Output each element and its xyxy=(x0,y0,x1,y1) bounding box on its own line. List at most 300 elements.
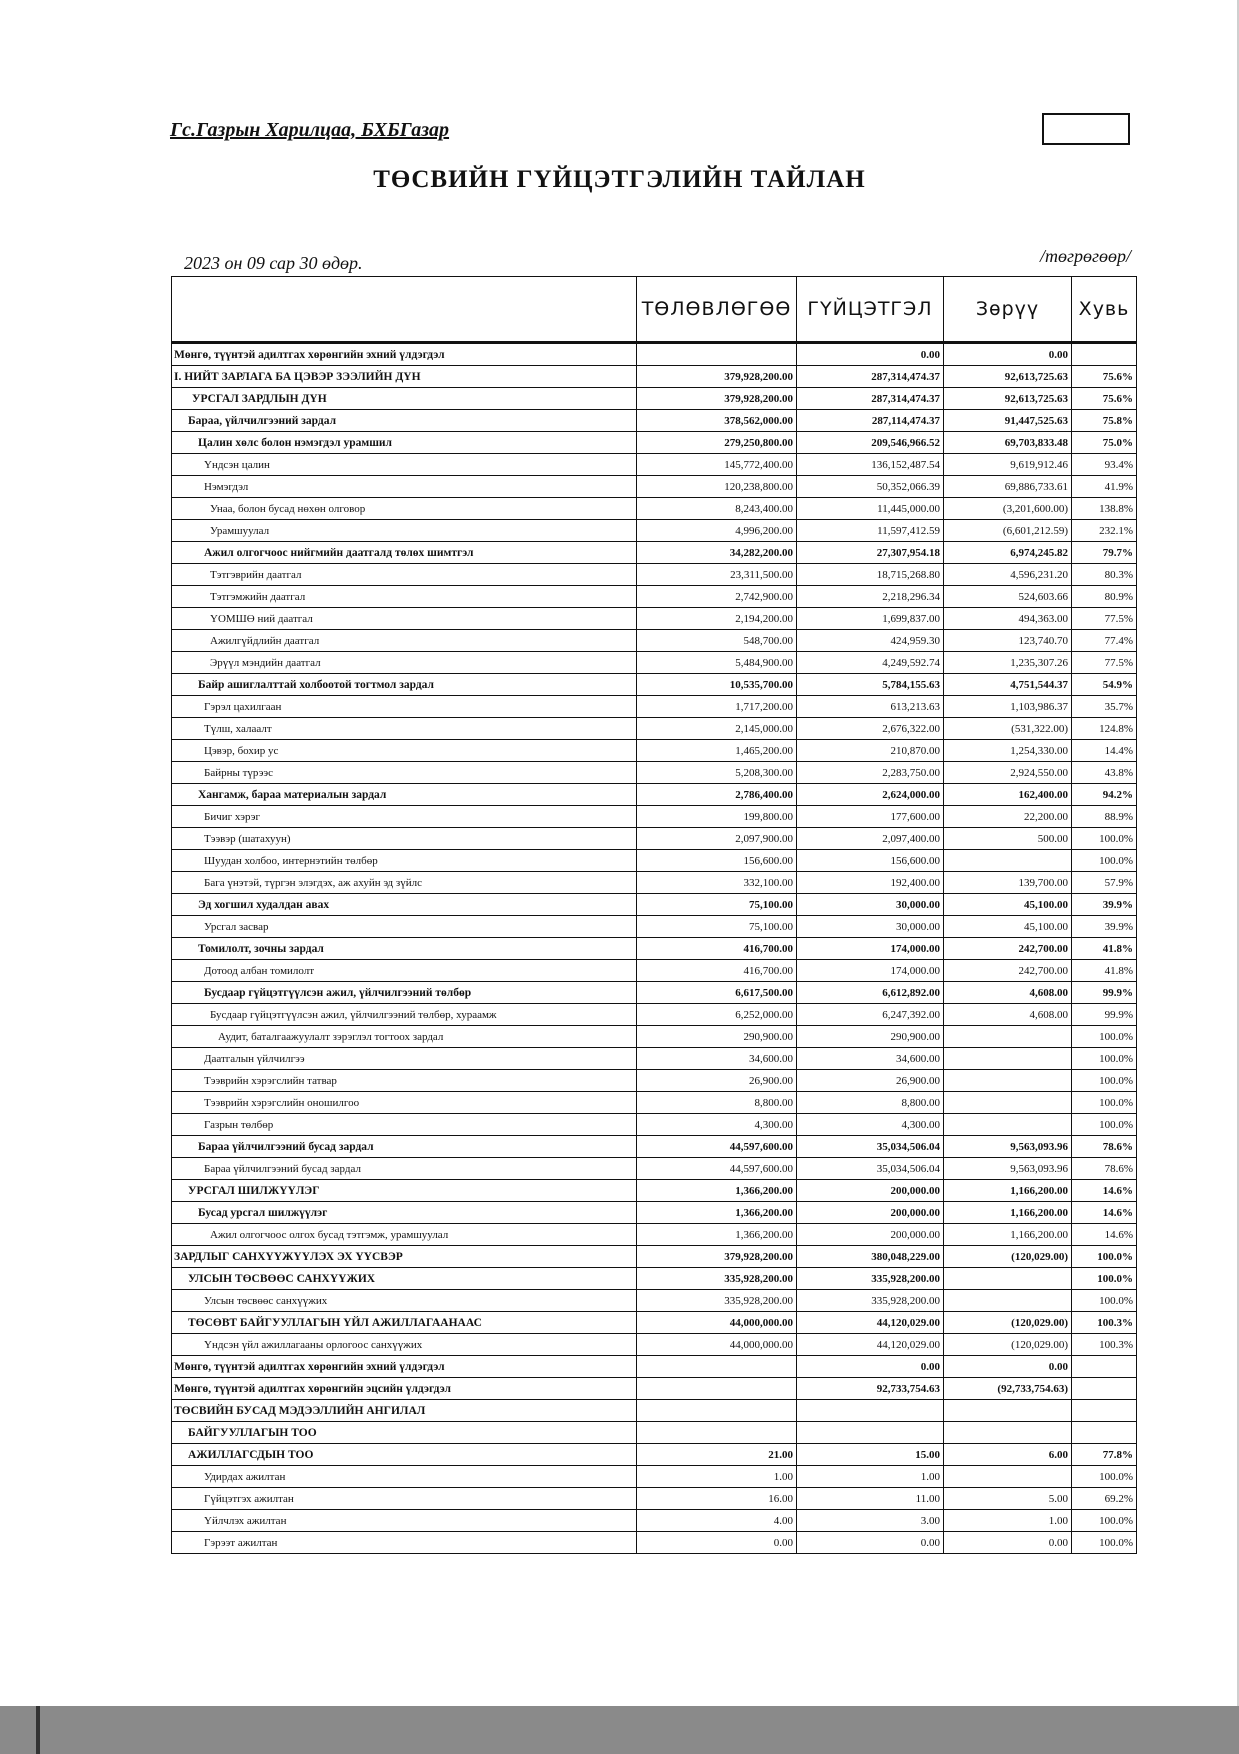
row-plan: 6,617,500.00 xyxy=(637,982,797,1004)
row-plan: 5,208,300.00 xyxy=(637,762,797,784)
row-diff: (120,029.00) xyxy=(944,1334,1072,1356)
row-diff: 242,700.00 xyxy=(944,960,1072,982)
row-percent: 99.9% xyxy=(1072,1004,1137,1026)
row-percent: 75.6% xyxy=(1072,366,1137,388)
row-percent: 100.3% xyxy=(1072,1334,1137,1356)
row-plan: 4,300.00 xyxy=(637,1114,797,1136)
table-row xyxy=(172,520,1137,542)
table-row xyxy=(172,916,1137,938)
table-row xyxy=(172,1400,1137,1422)
row-percent: 77.5% xyxy=(1072,652,1137,674)
row-plan: 0.00 xyxy=(637,1532,797,1554)
row-actual: 2,218,296.34 xyxy=(797,586,944,608)
row-label: Байр ашиглалттай холбоотой тогтмол зардал xyxy=(172,674,637,696)
row-label: Гэрээт ажилтан xyxy=(172,1532,637,1554)
row-actual: 26,900.00 xyxy=(797,1070,944,1092)
table-row xyxy=(172,388,1137,410)
table-row xyxy=(172,652,1137,674)
row-percent: 124.8% xyxy=(1072,718,1137,740)
row-percent: 100.0% xyxy=(1072,1070,1137,1092)
row-diff: 1.00 xyxy=(944,1510,1072,1532)
row-label: УРСГАЛ ЗАРДЛЫН ДҮН xyxy=(172,388,637,410)
row-plan: 4.00 xyxy=(637,1510,797,1532)
row-label: Эд хогшил худалдан авах xyxy=(172,894,637,916)
row-diff: 494,363.00 xyxy=(944,608,1072,630)
row-plan xyxy=(637,343,797,366)
row-percent xyxy=(1072,343,1137,366)
row-plan: 1,366,200.00 xyxy=(637,1180,797,1202)
row-plan: 335,928,200.00 xyxy=(637,1268,797,1290)
row-label: Үйлчлэх ажилтан xyxy=(172,1510,637,1532)
row-plan: 332,100.00 xyxy=(637,872,797,894)
row-plan: 335,928,200.00 xyxy=(637,1290,797,1312)
table-row xyxy=(172,1070,1137,1092)
row-plan xyxy=(637,1378,797,1400)
table-row xyxy=(172,498,1137,520)
row-percent: 100.0% xyxy=(1072,1026,1137,1048)
row-percent: 80.3% xyxy=(1072,564,1137,586)
row-plan: 1,366,200.00 xyxy=(637,1202,797,1224)
table-row xyxy=(172,982,1137,1004)
row-percent: 77.4% xyxy=(1072,630,1137,652)
row-percent: 88.9% xyxy=(1072,806,1137,828)
row-label: Тээврийн хэрэгслийн оношилгоо xyxy=(172,1092,637,1114)
row-actual: 2,283,750.00 xyxy=(797,762,944,784)
row-diff: 524,603.66 xyxy=(944,586,1072,608)
row-plan: 21.00 xyxy=(637,1444,797,1466)
table-row xyxy=(172,1356,1137,1378)
table-row xyxy=(172,564,1137,586)
table-row xyxy=(172,1268,1137,1290)
row-diff xyxy=(944,1026,1072,1048)
row-actual: 2,097,400.00 xyxy=(797,828,944,850)
row-actual: 287,114,474.37 xyxy=(797,410,944,432)
table-row xyxy=(172,1092,1137,1114)
row-label: Мөнгө, түүнтэй адилтгах хөрөнгийн эхний үлдэгдэл xyxy=(172,1356,637,1378)
row-plan xyxy=(637,1422,797,1444)
row-label: Цалин хөлс болон нэмэгдэл урамшил xyxy=(172,432,637,454)
row-label: Бага үнэтэй, түргэн элэгдэх, аж ахуйн эд зүйлс xyxy=(172,872,637,894)
row-plan: 1,465,200.00 xyxy=(637,740,797,762)
table-row xyxy=(172,1488,1137,1510)
table-row xyxy=(172,1004,1137,1026)
row-actual: 6,612,892.00 xyxy=(797,982,944,1004)
row-diff: 1,166,200.00 xyxy=(944,1224,1072,1246)
table-row xyxy=(172,1334,1137,1356)
currency-unit: /төгрөгөөр/ xyxy=(1039,246,1131,266)
row-label: Урамшуулал xyxy=(172,520,637,542)
row-label: Удирдах ажилтан xyxy=(172,1466,637,1488)
row-label: Урсгал засвар xyxy=(172,916,637,938)
row-plan: 2,145,000.00 xyxy=(637,718,797,740)
table-row xyxy=(172,1290,1137,1312)
row-diff: 6.00 xyxy=(944,1444,1072,1466)
table-row xyxy=(172,1246,1137,1268)
row-percent: 80.9% xyxy=(1072,586,1137,608)
report-title: ТӨСВИЙН ГҮЙЦЭТГЭЛИЙН ТАЙЛАН xyxy=(373,166,866,193)
row-plan: 145,772,400.00 xyxy=(637,454,797,476)
table-row xyxy=(172,542,1137,564)
row-diff: 1,254,330.00 xyxy=(944,740,1072,762)
table-row xyxy=(172,674,1137,696)
row-diff: 91,447,525.63 xyxy=(944,410,1072,432)
row-actual: 200,000.00 xyxy=(797,1224,944,1246)
row-label: Газрын төлбөр xyxy=(172,1114,637,1136)
row-actual: 209,546,966.52 xyxy=(797,432,944,454)
row-plan: 6,252,000.00 xyxy=(637,1004,797,1026)
row-label: Ажилгүйдлийн даатгал xyxy=(172,630,637,652)
row-label: УРСГАЛ ШИЛЖҮҮЛЭГ xyxy=(172,1180,637,1202)
row-actual: 136,152,487.54 xyxy=(797,454,944,476)
budget-table xyxy=(171,276,1137,1554)
row-actual: 0.00 xyxy=(797,343,944,366)
table-row xyxy=(172,1466,1137,1488)
row-plan: 199,800.00 xyxy=(637,806,797,828)
row-label: Улсын төсвөөс санхүүжих xyxy=(172,1290,637,1312)
table-row xyxy=(172,850,1137,872)
row-actual: 34,600.00 xyxy=(797,1048,944,1070)
row-actual: 200,000.00 xyxy=(797,1180,944,1202)
row-actual: 2,624,000.00 xyxy=(797,784,944,806)
row-label: Томилолт, зочны зардал xyxy=(172,938,637,960)
row-plan: 26,900.00 xyxy=(637,1070,797,1092)
row-label: Тэтгэврийн даатгал xyxy=(172,564,637,586)
table-row xyxy=(172,1444,1137,1466)
row-diff xyxy=(944,1048,1072,1070)
row-diff: 0.00 xyxy=(944,1532,1072,1554)
row-diff: 500.00 xyxy=(944,828,1072,850)
row-plan: 44,000,000.00 xyxy=(637,1334,797,1356)
row-actual: 0.00 xyxy=(797,1532,944,1554)
row-actual: 192,400.00 xyxy=(797,872,944,894)
row-percent xyxy=(1072,1356,1137,1378)
row-percent: 100.0% xyxy=(1072,1466,1137,1488)
row-plan: 2,097,900.00 xyxy=(637,828,797,850)
row-label: Бусдаар гүйцэтгүүлсэн ажил, үйлчилгээний төлбөр, хураамж xyxy=(172,1004,637,1026)
row-label: Унаа, болон бусад нөхөн олговор xyxy=(172,498,637,520)
row-label: ҮОМШӨ ний даатгал xyxy=(172,608,637,630)
row-percent: 39.9% xyxy=(1072,894,1137,916)
row-percent: 14.6% xyxy=(1072,1180,1137,1202)
table-row xyxy=(172,586,1137,608)
table-row xyxy=(172,1224,1137,1246)
table-row xyxy=(172,960,1137,982)
row-plan: 279,250,800.00 xyxy=(637,432,797,454)
row-label: БАЙГУУЛЛАГЫН ТОО xyxy=(172,1422,637,1444)
row-label: Бараа, үйлчилгээний зардал xyxy=(172,410,637,432)
row-actual: 335,928,200.00 xyxy=(797,1268,944,1290)
table-row xyxy=(172,608,1137,630)
row-percent: 138.8% xyxy=(1072,498,1137,520)
row-actual: 18,715,268.80 xyxy=(797,564,944,586)
row-percent: 43.8% xyxy=(1072,762,1137,784)
row-label: Бусад урсгал шилжүүлэг xyxy=(172,1202,637,1224)
row-diff: 0.00 xyxy=(944,1356,1072,1378)
row-percent: 100.0% xyxy=(1072,1532,1137,1554)
row-percent: 77.8% xyxy=(1072,1444,1137,1466)
row-actual: 335,928,200.00 xyxy=(797,1290,944,1312)
row-diff: 139,700.00 xyxy=(944,872,1072,894)
table-row xyxy=(172,1136,1137,1158)
row-label: Эрүүл мэндийн даатгал xyxy=(172,652,637,674)
row-diff: 9,563,093.96 xyxy=(944,1136,1072,1158)
row-actual: 290,900.00 xyxy=(797,1026,944,1048)
row-plan: 416,700.00 xyxy=(637,938,797,960)
row-plan: 1,366,200.00 xyxy=(637,1224,797,1246)
table-row xyxy=(172,1312,1137,1334)
row-percent: 77.5% xyxy=(1072,608,1137,630)
row-label: Тэтгэмжийн даатгал xyxy=(172,586,637,608)
row-percent: 100.0% xyxy=(1072,1246,1137,1268)
table-row xyxy=(172,872,1137,894)
row-label: Даатгалын үйлчилгээ xyxy=(172,1048,637,1070)
organization-name: Гс.Газрын Харилцаа, БХБГазар xyxy=(170,119,450,141)
row-label: Дотоод албан томилолт xyxy=(172,960,637,982)
row-plan: 548,700.00 xyxy=(637,630,797,652)
row-diff: (120,029.00) xyxy=(944,1246,1072,1268)
table-header-row xyxy=(172,277,1137,343)
row-actual: 4,300.00 xyxy=(797,1114,944,1136)
row-diff: 45,100.00 xyxy=(944,916,1072,938)
row-plan: 10,535,700.00 xyxy=(637,674,797,696)
row-label: АЖИЛЛАГСДЫН ТОО xyxy=(172,1444,637,1466)
row-diff xyxy=(944,1290,1072,1312)
row-label: Тээвэр (шатахуун) xyxy=(172,828,637,850)
row-actual: 177,600.00 xyxy=(797,806,944,828)
row-percent: 14.4% xyxy=(1072,740,1137,762)
row-percent: 79.7% xyxy=(1072,542,1137,564)
row-plan: 8,243,400.00 xyxy=(637,498,797,520)
row-actual: 30,000.00 xyxy=(797,894,944,916)
table-row xyxy=(172,1114,1137,1136)
row-diff: 1,103,986.37 xyxy=(944,696,1072,718)
row-actual: 11,597,412.59 xyxy=(797,520,944,542)
row-percent: 39.9% xyxy=(1072,916,1137,938)
row-percent: 14.6% xyxy=(1072,1202,1137,1224)
row-actual: 424,959.30 xyxy=(797,630,944,652)
row-diff: 6,974,245.82 xyxy=(944,542,1072,564)
row-actual: 11.00 xyxy=(797,1488,944,1510)
row-diff: 69,703,833.48 xyxy=(944,432,1072,454)
row-actual: 11,445,000.00 xyxy=(797,498,944,520)
row-actual: 3.00 xyxy=(797,1510,944,1532)
table-row xyxy=(172,784,1137,806)
row-label: Бараа үйлчилгээний бусад зардал xyxy=(172,1158,637,1180)
row-actual: 200,000.00 xyxy=(797,1202,944,1224)
row-label: Шуудан холбоо, интернэтийн төлбөр xyxy=(172,850,637,872)
row-percent: 100.0% xyxy=(1072,850,1137,872)
row-actual: 156,600.00 xyxy=(797,850,944,872)
table-row xyxy=(172,1378,1137,1400)
row-plan xyxy=(637,1356,797,1378)
report-date: 2023 он 09 сар 30 өдөр. xyxy=(184,253,363,273)
row-label: Нэмэгдэл xyxy=(172,476,637,498)
row-diff: 92,613,725.63 xyxy=(944,388,1072,410)
row-diff: 9,563,093.96 xyxy=(944,1158,1072,1180)
table-row xyxy=(172,762,1137,784)
row-percent: 41.8% xyxy=(1072,938,1137,960)
row-diff: (120,029.00) xyxy=(944,1312,1072,1334)
table-row xyxy=(172,343,1137,366)
row-diff: 92,613,725.63 xyxy=(944,366,1072,388)
row-plan: 1.00 xyxy=(637,1466,797,1488)
row-actual: 27,307,954.18 xyxy=(797,542,944,564)
row-actual: 4,249,592.74 xyxy=(797,652,944,674)
row-diff xyxy=(944,1114,1072,1136)
row-diff: 162,400.00 xyxy=(944,784,1072,806)
row-percent xyxy=(1072,1378,1137,1400)
row-percent: 232.1% xyxy=(1072,520,1137,542)
col-header-label xyxy=(172,277,637,343)
row-actual: 15.00 xyxy=(797,1444,944,1466)
row-percent: 78.6% xyxy=(1072,1158,1137,1180)
row-plan: 23,311,500.00 xyxy=(637,564,797,586)
row-percent: 69.2% xyxy=(1072,1488,1137,1510)
row-actual: 380,048,229.00 xyxy=(797,1246,944,1268)
row-actual: 1.00 xyxy=(797,1466,944,1488)
row-diff: 123,740.70 xyxy=(944,630,1072,652)
table-row xyxy=(172,740,1137,762)
row-percent: 35.7% xyxy=(1072,696,1137,718)
row-plan: 1,717,200.00 xyxy=(637,696,797,718)
table-row xyxy=(172,828,1137,850)
row-label: Бичиг хэрэг xyxy=(172,806,637,828)
row-actual: 44,120,029.00 xyxy=(797,1334,944,1356)
row-plan: 120,238,800.00 xyxy=(637,476,797,498)
row-diff xyxy=(944,1466,1072,1488)
row-label: Цэвэр, бохир ус xyxy=(172,740,637,762)
table-row xyxy=(172,1026,1137,1048)
row-plan: 44,000,000.00 xyxy=(637,1312,797,1334)
row-diff: (92,733,754.63) xyxy=(944,1378,1072,1400)
table-row xyxy=(172,806,1137,828)
row-diff: 0.00 xyxy=(944,343,1072,366)
row-percent: 99.9% xyxy=(1072,982,1137,1004)
row-plan xyxy=(637,1400,797,1422)
row-percent: 14.6% xyxy=(1072,1224,1137,1246)
table-row xyxy=(172,366,1137,388)
row-diff: 45,100.00 xyxy=(944,894,1072,916)
row-plan: 5,484,900.00 xyxy=(637,652,797,674)
row-diff: 4,751,544.37 xyxy=(944,674,1072,696)
row-diff: 1,166,200.00 xyxy=(944,1180,1072,1202)
row-actual: 6,247,392.00 xyxy=(797,1004,944,1026)
row-plan: 75,100.00 xyxy=(637,916,797,938)
row-diff: 1,235,307.26 xyxy=(944,652,1072,674)
row-actual: 8,800.00 xyxy=(797,1092,944,1114)
row-label: Гэрэл цахилгаан xyxy=(172,696,637,718)
row-percent: 100.0% xyxy=(1072,1268,1137,1290)
row-diff: 4,608.00 xyxy=(944,1004,1072,1026)
row-percent: 75.6% xyxy=(1072,388,1137,410)
col-header-plan: ТӨЛӨВЛӨГӨӨ xyxy=(637,277,797,343)
row-percent: 41.8% xyxy=(1072,960,1137,982)
row-diff xyxy=(944,1268,1072,1290)
table-row xyxy=(172,410,1137,432)
table-row xyxy=(172,432,1137,454)
row-plan: 75,100.00 xyxy=(637,894,797,916)
row-diff: 5.00 xyxy=(944,1488,1072,1510)
row-percent xyxy=(1072,1422,1137,1444)
table-row xyxy=(172,1510,1137,1532)
row-diff xyxy=(944,850,1072,872)
row-label: УЛСЫН ТӨСВӨӨС САНХҮҮЖИХ xyxy=(172,1268,637,1290)
row-plan: 416,700.00 xyxy=(637,960,797,982)
row-plan: 44,597,600.00 xyxy=(637,1136,797,1158)
row-actual: 50,352,066.39 xyxy=(797,476,944,498)
row-actual: 1,699,837.00 xyxy=(797,608,944,630)
row-diff xyxy=(944,1422,1072,1444)
table-row xyxy=(172,1532,1137,1554)
row-plan: 379,928,200.00 xyxy=(637,1246,797,1268)
row-label: Бусдаар гүйцэтгүүлсэн ажил, үйлчилгээний төлбөр xyxy=(172,982,637,1004)
row-plan: 34,600.00 xyxy=(637,1048,797,1070)
row-diff: 22,200.00 xyxy=(944,806,1072,828)
table-row xyxy=(172,1422,1137,1444)
row-plan: 8,800.00 xyxy=(637,1092,797,1114)
row-actual: 287,314,474.37 xyxy=(797,366,944,388)
table-row xyxy=(172,696,1137,718)
table-row xyxy=(172,1048,1137,1070)
row-actual: 5,784,155.63 xyxy=(797,674,944,696)
row-diff: (531,322.00) xyxy=(944,718,1072,740)
row-diff: 242,700.00 xyxy=(944,938,1072,960)
row-actual: 92,733,754.63 xyxy=(797,1378,944,1400)
row-actual: 287,314,474.37 xyxy=(797,388,944,410)
table-row xyxy=(172,454,1137,476)
row-diff: 4,608.00 xyxy=(944,982,1072,1004)
row-plan: 156,600.00 xyxy=(637,850,797,872)
scan-bottom-bar xyxy=(0,1706,1239,1754)
col-header-diff: Зөрүү xyxy=(944,277,1072,343)
row-label: ТӨСВИЙН БУСАД МЭДЭЭЛЛИЙН АНГИЛАЛ xyxy=(172,1400,637,1422)
row-label: Мөнгө, түүнтэй адилтгах хөрөнгийн эцсийн үлдэгдэл xyxy=(172,1378,637,1400)
table-row xyxy=(172,1180,1137,1202)
row-diff xyxy=(944,1400,1072,1422)
row-actual: 0.00 xyxy=(797,1356,944,1378)
row-percent: 100.0% xyxy=(1072,1510,1137,1532)
row-actual xyxy=(797,1400,944,1422)
row-percent: 54.9% xyxy=(1072,674,1137,696)
row-diff: (3,201,600.00) xyxy=(944,498,1072,520)
table-body xyxy=(172,343,1137,1554)
row-plan: 34,282,200.00 xyxy=(637,542,797,564)
table-row xyxy=(172,476,1137,498)
row-percent xyxy=(1072,1400,1137,1422)
row-label: I. НИЙТ ЗАРЛАГА БА ЦЭВЭР ЗЭЭЛИЙН ДҮН xyxy=(172,366,637,388)
row-actual: 35,034,506.04 xyxy=(797,1136,944,1158)
row-percent: 93.4% xyxy=(1072,454,1137,476)
row-percent: 100.0% xyxy=(1072,828,1137,850)
col-header-percent: Хувь xyxy=(1072,277,1137,343)
table-row xyxy=(172,938,1137,960)
table-row xyxy=(172,630,1137,652)
row-percent: 41.9% xyxy=(1072,476,1137,498)
row-label: Үндсэн цалин xyxy=(172,454,637,476)
row-label: Тээврийн хэрэгслийн татвар xyxy=(172,1070,637,1092)
row-plan: 44,597,600.00 xyxy=(637,1158,797,1180)
row-label: Бараа үйлчилгээний бусад зардал xyxy=(172,1136,637,1158)
row-diff: 69,886,733.61 xyxy=(944,476,1072,498)
row-label: Байрны түрээс xyxy=(172,762,637,784)
row-actual xyxy=(797,1422,944,1444)
row-percent: 100.0% xyxy=(1072,1092,1137,1114)
row-percent: 57.9% xyxy=(1072,872,1137,894)
empty-stamp-box xyxy=(1042,113,1130,145)
row-actual: 174,000.00 xyxy=(797,938,944,960)
row-percent: 100.0% xyxy=(1072,1114,1137,1136)
row-diff: 4,596,231.20 xyxy=(944,564,1072,586)
